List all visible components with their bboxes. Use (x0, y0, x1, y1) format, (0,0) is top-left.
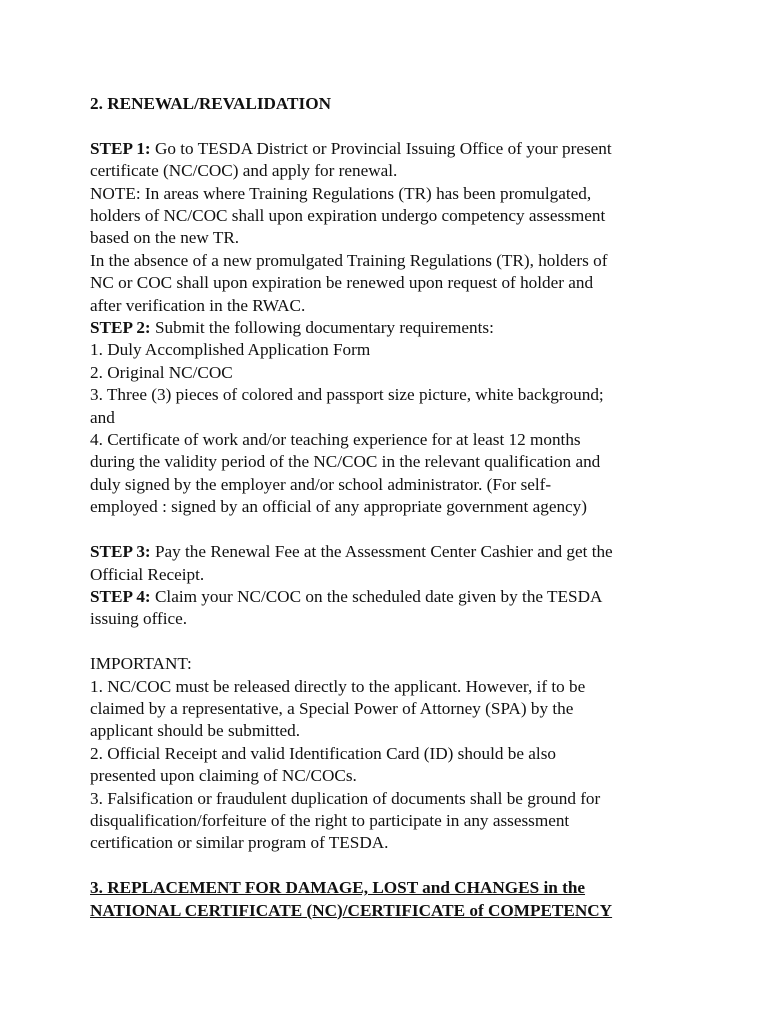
step-3-label: STEP 3: (90, 542, 151, 562)
requirement-item: 2. Original NC/COC (90, 362, 233, 382)
important-line: claimed by a representative, a Special Power of Attorney (SPA) by the (90, 698, 574, 718)
step-4-label: STEP 4: (90, 586, 151, 606)
requirement-item: 3. Three (3) pieces of colored and passport size picture, white background; (90, 385, 604, 405)
step-1-line-1 (90, 138, 690, 160)
step-3-text: Pay the Renewal Fee at the Assessment Center Cashier and get the (150, 542, 613, 562)
step-2-text: Submit the following documentary requirements: (150, 318, 494, 338)
step-1-line-2: certificate (NC/COC) and apply for renewal. (90, 161, 398, 181)
note-line: holders of NC/COC shall upon expiration undergo competency assessment (90, 206, 606, 226)
important-line: 1. NC/COC must be released directly to the applicant. However, if to be (90, 676, 586, 696)
step-2-label: STEP 2: (90, 318, 151, 338)
important-line: presented upon claiming of NC/COCs. (90, 766, 357, 786)
note-line: In the absence of a new promulgated Training Regulations (TR), holders of (90, 250, 608, 270)
note-line: NC or COC shall upon expiration be renewed upon request of holder and (90, 273, 594, 293)
note-line: NOTE: In areas where Training Regulations (TR) has been promulgated, (90, 183, 592, 203)
important-line: 2. Official Receipt and valid Identification Card (ID) should be also (90, 743, 556, 763)
document-body (90, 93, 690, 922)
step-4-line-1 (90, 586, 690, 608)
step-1-label: STEP 1: (90, 138, 151, 158)
important-heading: IMPORTANT: (90, 654, 192, 674)
section-3-heading-line-1: 3. REPLACEMENT FOR DAMAGE, LOST and CHANGES in the (90, 878, 586, 898)
requirement-item: and (90, 407, 115, 427)
step-3-line-1 (90, 541, 690, 563)
step-2-line (90, 317, 690, 339)
important-line: disqualification/forfeiture of the right to participate in any assessment (90, 810, 570, 830)
step-3-line-2: Official Receipt. (90, 564, 205, 584)
step-4-text: Claim your NC/COC on the scheduled date given by the TESDA (150, 586, 603, 606)
important-line: applicant should be submitted. (90, 721, 301, 741)
section-3-heading-line-2: NATIONAL CERTIFICATE (NC)/CERTIFICATE of COMPETENCY (90, 900, 613, 920)
important-line: 3. Falsification or fraudulent duplication of documents shall be ground for (90, 788, 601, 808)
requirement-item: 1. Duly Accomplished Application Form (90, 340, 371, 360)
note-line: after verification in the RWAC. (90, 295, 306, 315)
important-line: certification or similar program of TESDA. (90, 833, 389, 853)
requirement-item: during the validity period of the NC/COC in the relevant qualification and (90, 452, 601, 472)
note-line: based on the new TR. (90, 228, 240, 248)
section-2-heading: 2. RENEWAL/REVALIDATION (90, 94, 331, 113)
step-4-line-2: issuing office. (90, 609, 188, 629)
requirement-item: 4. Certificate of work and/or teaching experience for at least 12 months (90, 430, 581, 450)
requirement-item: duly signed by the employer and/or school administrator. (For self- (90, 474, 552, 494)
step-1-text: Go to TESDA District or Provincial Issuing Office of your present (150, 138, 612, 158)
requirement-item: employed : signed by an official of any appropriate government agency) (90, 497, 587, 517)
